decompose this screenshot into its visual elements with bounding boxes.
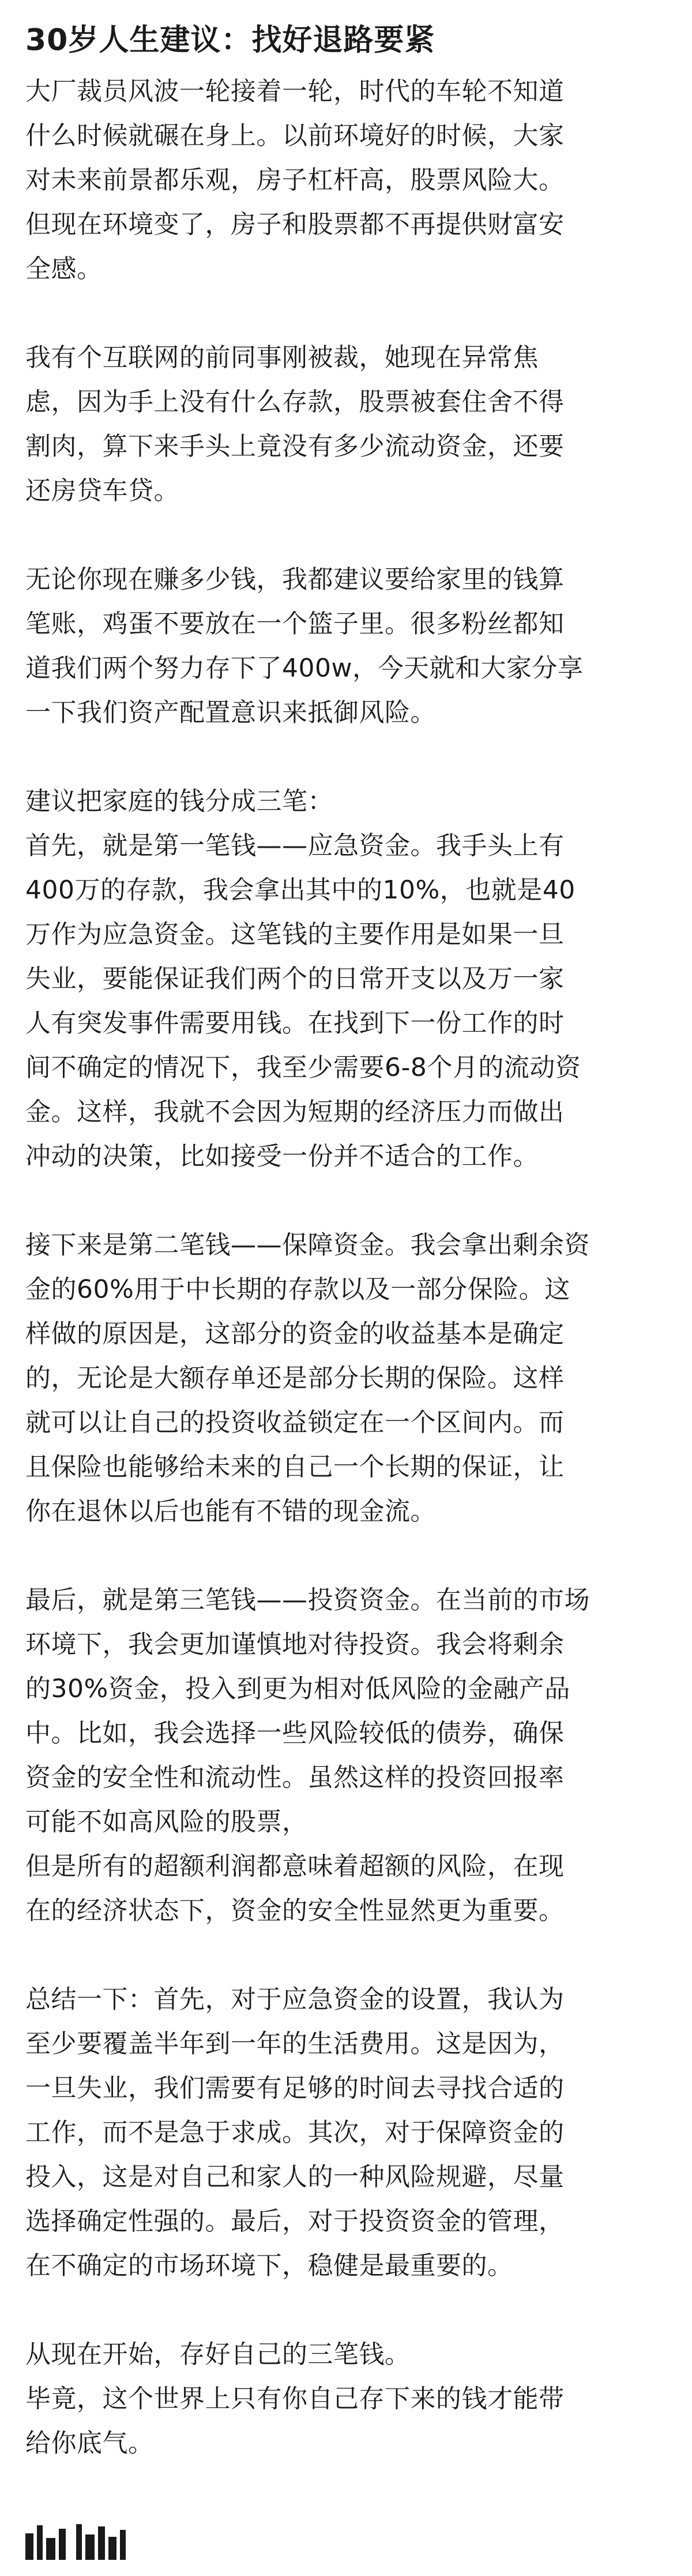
text-line: 道我们两个努力存下了400w，今天就和大家分享 <box>25 654 584 683</box>
text-line: 无论你现在赚多少钱，我都建议要给家里的钱算 <box>25 565 565 594</box>
text-line: 中。比如，我会选择一些风险较低的债券，确保 <box>25 1718 565 1748</box>
paragraph-gap <box>25 513 667 557</box>
text-line: 的，无论是大额存单还是部分长期的保险。这样 <box>25 1363 565 1393</box>
post-body <box>25 69 667 2465</box>
text-line: 可能不如高风险的股票， <box>25 1807 308 1837</box>
text-line: 我有个互联网的前同事刚被裁，她现在异常焦 <box>25 343 539 372</box>
text-line: 全感。 <box>25 254 103 284</box>
text-line: 环境下，我会更加谨慎地对待投资。我会将剩余 <box>25 1630 565 1659</box>
text-line: 总结一下：首先，对于应急资金的设置，我认为 <box>25 1985 565 2014</box>
text-line: 投入，这是对自己和家人的一种风险规避，尽量 <box>25 2162 565 2192</box>
text-line: 间不确定的情况下，我至少需要6-8个月的流动资 <box>25 1053 581 1082</box>
paragraph-gap <box>25 1179 667 1223</box>
text-line: 资金的安全性和流动性。虽然这样的投资回报率 <box>25 1763 565 1792</box>
paragraph-gap <box>25 735 667 779</box>
paragraph-gap <box>25 1533 667 1578</box>
text-line: 大厂裁员风波一轮接着一轮，时代的车轮不知道 <box>25 77 565 106</box>
paragraph-gap <box>25 1933 667 1977</box>
text-line: 一旦失业，我们需要有足够的时间去寻找合适的 <box>25 2073 565 2103</box>
text-line: 毕竟，这个世界上只有你自己存下来的钱才能带 <box>25 2384 565 2413</box>
text-line: 建议把家庭的钱分成三笔： <box>25 787 333 816</box>
text-line: 在不确定的市场环境下，稳健是最重要的。 <box>25 2251 513 2280</box>
text-line: 对未来前景都乐观，房子杠杆高，股票风险大。 <box>25 165 565 195</box>
text-line: 万作为应急资金。这笔钱的主要作用是如果一旦 <box>25 920 565 949</box>
text-line: 割肉，算下来手头上竟没有多少流动资金，还要 <box>25 432 565 461</box>
text-line: 金的60%用于中长期的存款以及一部分保险。这 <box>25 1275 570 1304</box>
post-paragraph <box>25 1977 667 2288</box>
text-line: 就可以让自己的投资收益锁定在一个区间内。而 <box>25 1408 565 1437</box>
text-line: 接下来是第二笔钱——保障资金。我会拿出剩余资 <box>25 1230 590 1260</box>
text-line: 至少要覆盖半年到一年的生活费用。这是因为， <box>25 2029 565 2058</box>
post-paragraph <box>25 335 667 513</box>
text-line: 笔账，鸡蛋不要放在一个篮子里。很多粉丝都知 <box>25 609 565 639</box>
text-line: 但现在环境变了，房子和股票都不再提供财富安 <box>25 210 565 239</box>
paragraph-gap <box>25 2288 667 2332</box>
text-line: 虑，因为手上没有什么存款，股票被套住舍不得 <box>25 387 565 417</box>
post-paragraph <box>25 1578 667 1933</box>
text-line: 但是所有的超额利润都意味着超额的风险，在现 <box>25 1852 565 1881</box>
text-line: 且保险也能够给未来的自己一个长期的保证，让 <box>25 1452 565 1482</box>
post-paragraph <box>25 779 667 1179</box>
paragraph-gap <box>25 291 667 335</box>
text-line: 一下我们资产配置意识来抵御风险。 <box>25 698 436 727</box>
post-title: 30岁人生建议：找好退路要紧 <box>25 23 435 58</box>
text-line: 人有突发事件需要用钱。在找到下一份工作的时 <box>25 1009 565 1038</box>
text-line: 首先，就是第一笔钱——应急资金。我手头上有 <box>25 831 565 860</box>
post-paragraph <box>25 2332 667 2465</box>
text-line: 冲动的决策，比如接受一份并不适合的工作。 <box>25 1142 539 1171</box>
text-line: 你在退休以后也能有不错的现金流。 <box>25 1497 436 1526</box>
text-line: 工作，而不是急于求成。其次，对于保障资金的 <box>25 2118 565 2147</box>
text-line: 选择确定性强的。最后，对于投资资金的管理， <box>25 2207 565 2236</box>
post-paragraph <box>25 557 667 735</box>
text-line: 在的经济状态下，资金的安全性显然更为重要。 <box>25 1896 565 1925</box>
text-line: 什么时候就碾在身上。以前环境好的时候，大家 <box>25 121 565 150</box>
post-paragraph <box>25 69 667 291</box>
text-line: 金。这样，我就不会因为短期的经济压力而做出 <box>25 1097 565 1127</box>
text-line: 最后，就是第三笔钱——投资资金。在当前的市场 <box>25 1585 590 1615</box>
post-paragraph <box>25 1223 667 1533</box>
text-line: 400万的存款，我会拿出其中的10%，也就是40 <box>25 875 576 905</box>
text-line: 给你底气。 <box>25 2428 154 2458</box>
text-line: 失业，要能保证我们两个的日常开支以及万一家 <box>25 964 565 994</box>
text-line: 从现在开始，存好自己的三笔钱。 <box>25 2340 411 2369</box>
text-line: 的30%资金，投入到更为相对低风险的金融产品 <box>25 1674 570 1704</box>
obscured-text-overlay <box>23 2520 133 2560</box>
text-line: 还房贷车贷。 <box>25 476 179 505</box>
text-line: 样做的原因是，这部分的资金的收益基本是确定 <box>25 1319 565 1349</box>
